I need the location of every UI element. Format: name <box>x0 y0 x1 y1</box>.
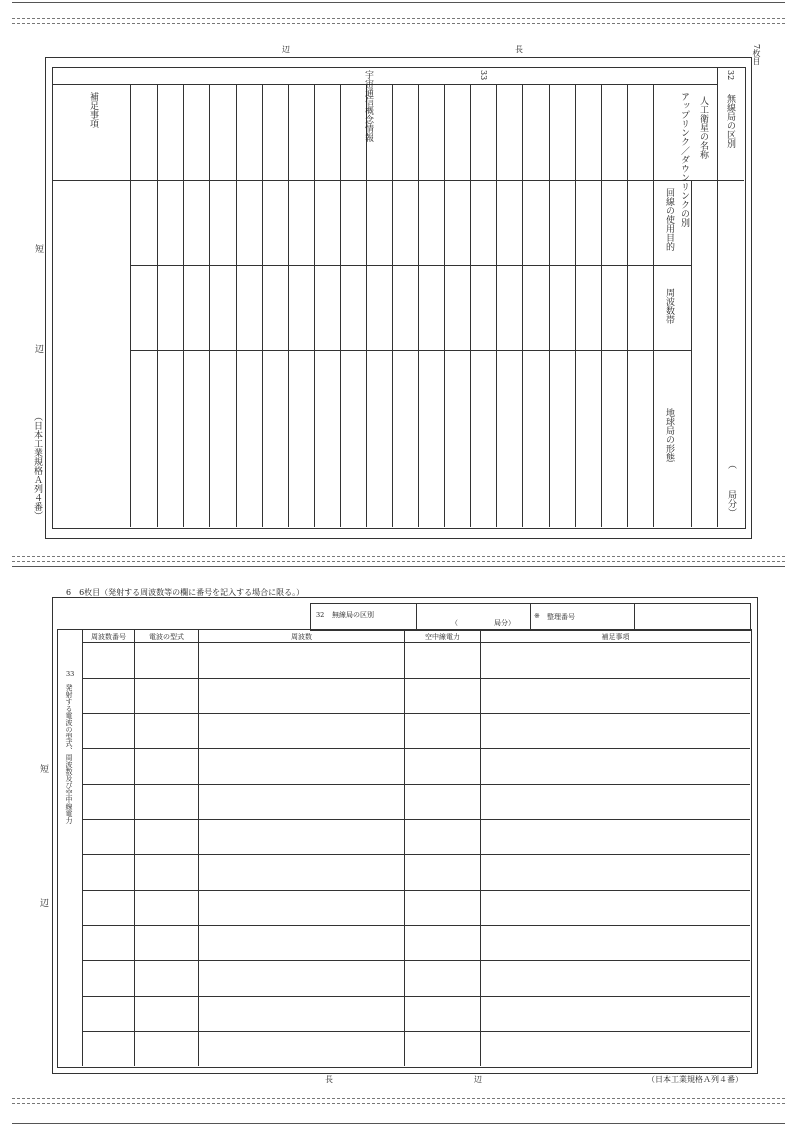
col-divider <box>82 629 83 1066</box>
col-divider <box>404 629 405 1066</box>
ref-mark: ※ <box>534 612 540 620</box>
info-divider <box>416 603 417 629</box>
table-row <box>82 784 750 785</box>
row-divider <box>691 180 744 181</box>
bureau-open: （ <box>451 619 458 627</box>
bureau-close: 局分） <box>726 490 736 517</box>
table-row <box>82 678 750 679</box>
grid-col <box>627 84 628 527</box>
cut-line <box>12 561 785 562</box>
grid-col <box>209 84 210 527</box>
jis-note: （日本工業規格Ａ列４番） <box>647 1075 743 1084</box>
table-row <box>82 960 750 961</box>
short-side-label: 短 <box>40 765 50 775</box>
cut-line <box>12 1103 785 1104</box>
field-32-label: 32 <box>726 70 735 81</box>
column-header: 電波の型式 <box>149 633 184 641</box>
earth-station-form-label: 地球局の形態 <box>664 408 674 462</box>
field-32: 32 <box>316 611 325 619</box>
separator-line <box>12 566 785 567</box>
long-side-label: 辺 <box>282 45 290 54</box>
page-top-border <box>12 2 785 3</box>
row-divider <box>52 180 691 181</box>
table-row <box>82 713 750 714</box>
col-divider <box>653 84 654 527</box>
page-label: 7枚目 <box>752 44 761 66</box>
cut-line <box>12 18 785 19</box>
grid-col <box>444 84 445 527</box>
bottom-heading: 6 6枚目（発射する周波数等の欄に番号を記入する場合に限る。） <box>66 588 305 597</box>
grid-col <box>236 84 237 527</box>
col-divider <box>198 629 199 1066</box>
short-side-label: 辺 <box>40 899 50 909</box>
long-side-label: 長 <box>515 45 523 54</box>
space-comm-label-wrap <box>358 70 458 142</box>
grid-col <box>183 84 184 527</box>
grid-col <box>470 84 471 527</box>
column-header: 補足事項 <box>601 633 630 641</box>
grid-col <box>496 84 497 527</box>
circuit-purpose-label: 回線の使用目的 <box>664 188 674 251</box>
column-header: 周波数 <box>291 633 312 641</box>
column-header: 空中線電力 <box>425 633 460 641</box>
grid-col <box>575 84 576 527</box>
header-underline <box>82 642 750 643</box>
grid-col <box>522 84 523 527</box>
grid-col <box>601 84 602 527</box>
col-divider <box>134 629 135 1066</box>
grid-col <box>314 84 315 527</box>
station-type-label: 無線局の区別 <box>332 611 374 619</box>
col-divider <box>691 180 692 527</box>
grid-col <box>418 84 419 527</box>
table-row <box>82 890 750 891</box>
bureau-close: 局分） <box>494 619 515 627</box>
long-side-label: 長 <box>325 1075 333 1084</box>
table-row <box>82 854 750 855</box>
remarks-label: 補足事項 <box>88 92 98 128</box>
grid-col <box>340 84 341 527</box>
field-33: 33 <box>66 670 75 678</box>
frequency-band-label: 周波数帯 <box>664 288 674 324</box>
grid-col <box>288 84 289 527</box>
table-row <box>82 748 750 749</box>
satellite-name-label: 人工衛星の名称 <box>698 96 708 159</box>
table-row <box>82 819 750 820</box>
info-divider <box>530 603 531 629</box>
field-33-label: 33 <box>479 70 488 81</box>
space-comm-label: 宇宙通信概念情報 <box>363 70 373 142</box>
col-divider <box>480 629 481 1066</box>
info-divider <box>634 603 635 629</box>
short-side-label: 短 <box>33 244 43 253</box>
col-divider <box>717 67 718 527</box>
long-side-label: 辺 <box>474 1075 482 1084</box>
cut-line <box>12 23 785 24</box>
table-row <box>82 1031 750 1032</box>
grid-col <box>392 84 393 527</box>
cut-line <box>12 556 785 557</box>
row-divider <box>130 350 691 351</box>
ref-number-label: 整理番号 <box>547 613 575 621</box>
col-divider <box>130 84 131 527</box>
grid-col <box>157 84 158 527</box>
column-header: 周波数番号 <box>91 633 126 641</box>
bureau-open: （ <box>726 460 736 469</box>
table-row <box>82 925 750 926</box>
table-row <box>82 996 750 997</box>
emission-label: 発射する電波の型式、周波数及び空中線電力 <box>65 684 73 824</box>
cut-line <box>12 1098 785 1099</box>
short-side-label: 辺 <box>33 344 43 353</box>
station-type-label: 無線局の区別 <box>725 94 735 148</box>
grid-col <box>262 84 263 527</box>
page-bottom-border <box>12 1123 785 1124</box>
uplink-downlink-label: アップリンク／ダウンリンクの別 <box>679 92 689 227</box>
jis-note: （日本工業規格Ａ列４番） <box>32 412 42 520</box>
header-row-line <box>52 84 717 85</box>
row-divider <box>130 265 691 266</box>
grid-col <box>549 84 550 527</box>
